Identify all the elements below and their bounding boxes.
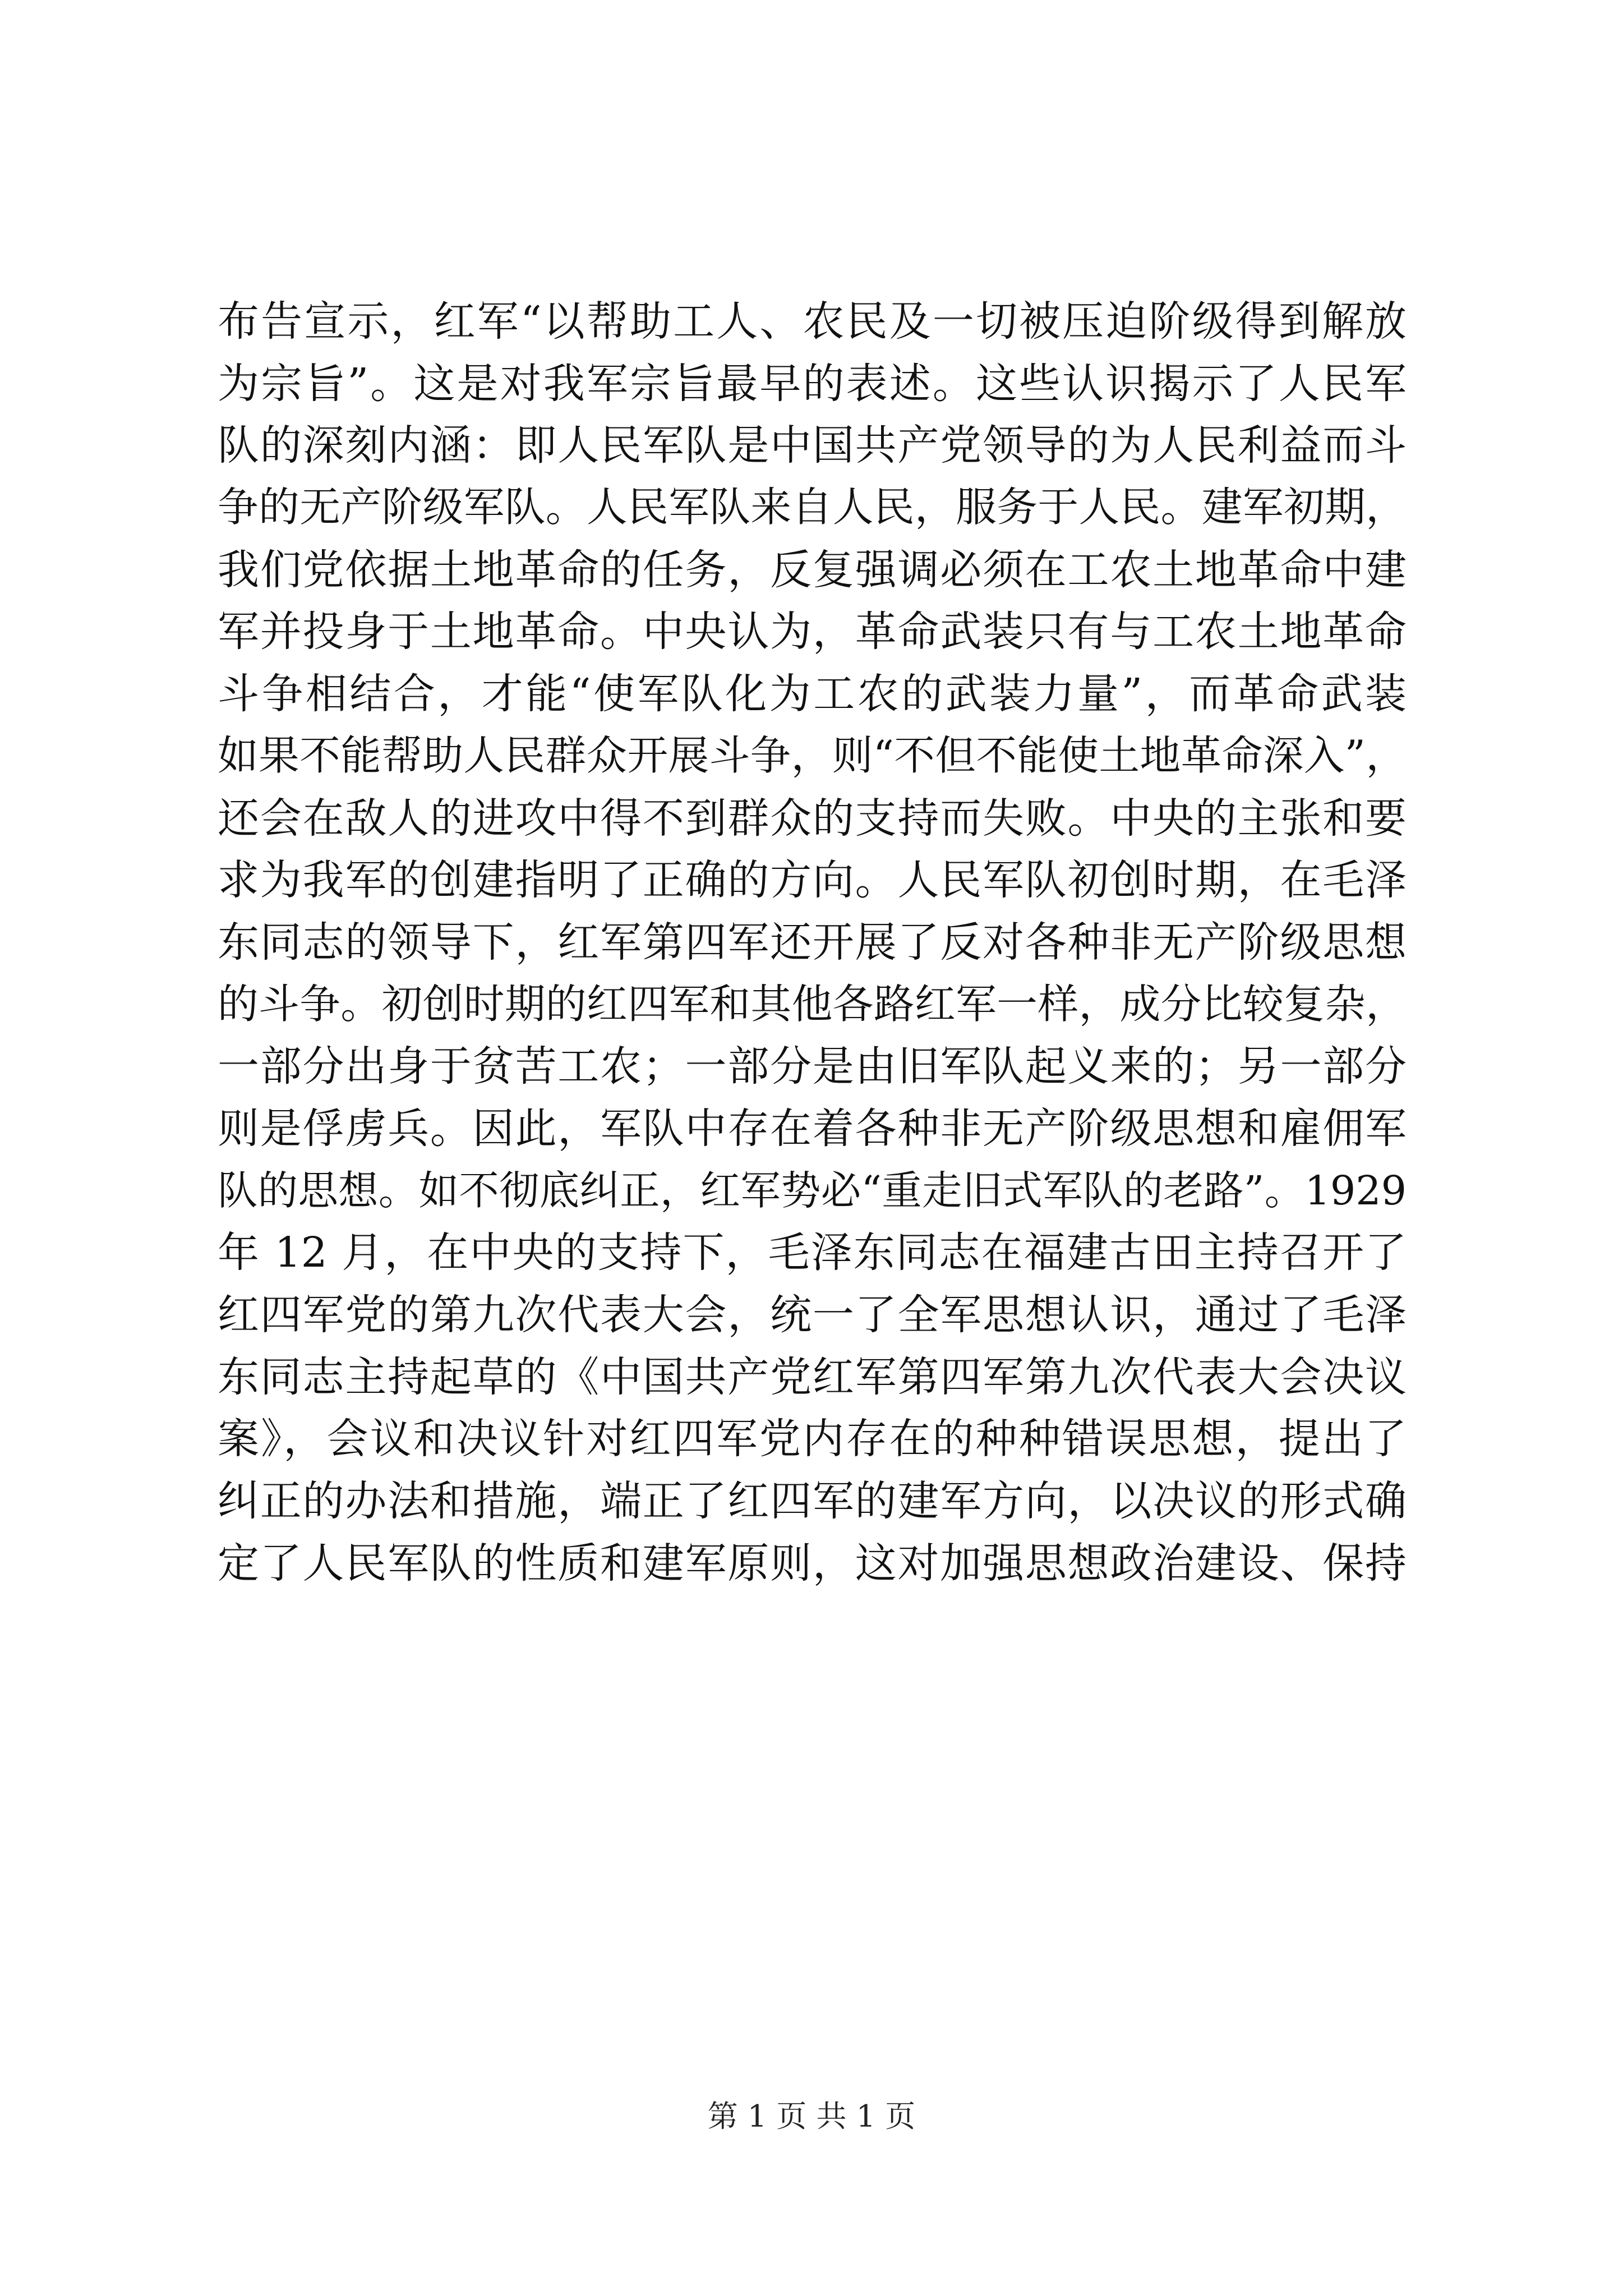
text-line: 纠正的办法和措施，端正了红四军的建军方向，以决议的形式确 [218, 1477, 1407, 1526]
text-line: 定了人民军队的性质和建军原则，这对加强思想政治建设、保持 [218, 1539, 1407, 1588]
text-line: 一部分出身于贫苦工农；一部分是由旧军队起义来的；另一部分 [218, 1042, 1407, 1091]
text-line: 队的深刻内涵：即人民军队是中国共产党领导的为人民利益而斗 [218, 421, 1407, 470]
text-line: 的斗争。初创时期的红四军和其他各路红军一样，成分比较复杂， [218, 980, 1407, 1028]
text-line: 队的思想。如不彻底纠正，红军势必“重走旧式军队的老路”。1929 [218, 1167, 1407, 1214]
page-number-footer: 第 1 页 共 1 页 [707, 2099, 916, 2134]
text-line: 我们党依据土地革命的任务，反复强调必须在工农土地革命中建 [218, 545, 1407, 594]
text-line: 军并投身于土地革命。中央认为，革命武装只有与工农土地革命 [218, 608, 1407, 656]
text-line: 红四军党的第九次代表大会，统一了全军思想认识，通过了毛泽 [218, 1291, 1407, 1339]
text-line: 为宗旨”。这是对我军宗旨最早的表述。这些认识揭示了人民军 [218, 359, 1407, 408]
text-line: 东同志主持起草的《中国共产党红军第四军第九次代表大会决议 [218, 1352, 1407, 1401]
text-line: 布告宣示，红军“以帮助工人、农民及一切被压迫阶级得到解放 [218, 297, 1407, 346]
text-line: 案》，会议和决议针对红四军党内存在的种种错误思想，提出了 [218, 1415, 1407, 1464]
text-line: 还会在敌人的进攻中得不到群众的支持而失败。中央的主张和要 [218, 794, 1407, 843]
text-line: 东同志的领导下，红军第四军还开展了反对各种非无产阶级思想 [218, 918, 1407, 967]
text-line: 则是俘虏兵。因此，军队中存在着各种非无产阶级思想和雇佣军 [218, 1104, 1407, 1153]
text-line: 年 12 月，在中央的支持下，毛泽东同志在福建古田主持召开了 [218, 1228, 1407, 1277]
text-line: 如果不能帮助人民群众开展斗争，则“不但不能使土地革命深入”， [218, 732, 1407, 780]
text-line: 求为我军的创建指明了正确的方向。人民军队初创时期，在毛泽 [218, 856, 1407, 905]
text-line: 争的无产阶级军队。人民军队来自人民，服务于人民。建军初期， [218, 484, 1407, 532]
text-line: 斗争相结合，才能“使军队化为工农的武装力量”，而革命武装 [218, 670, 1407, 719]
body-text [218, 291, 1407, 1594]
